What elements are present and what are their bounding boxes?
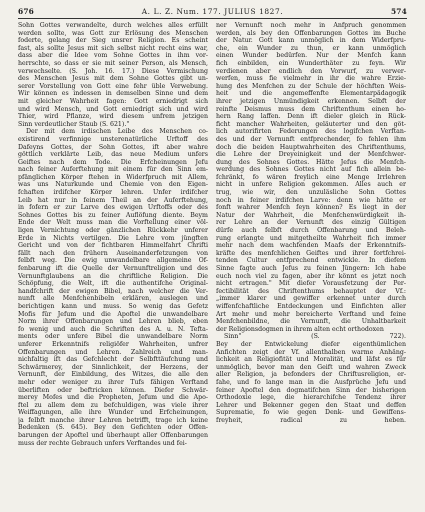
text-line: merey Mofes und die Propheten, Jefum und die Apo-	[18, 394, 208, 402]
text-line: die Lehre der Dreyeinigkeit und der Menfchwer-	[216, 151, 406, 159]
text-line: Der mit dem irdischen Leibe des Menschen co-	[26, 128, 208, 136]
text-line: und wird Mensch, und Gott erniedrigt sich und wird	[18, 105, 208, 113]
text-line: in fofern er zur Larve des ewigen Urftoffs oder des	[18, 204, 208, 212]
text-line: Vernunftglaubens an die chriftliche Religion. Die	[18, 272, 208, 280]
text-line: heit und die angemeffenfte Elementarpädagogik	[216, 90, 406, 98]
text-line: Leib hat nur in feinem Theil an der Auferftehung,	[18, 196, 208, 204]
text-line: werden, als bey den Offenbarungen Gottes im Buche	[216, 29, 406, 37]
text-line: Anfichten zeigt der Vf. allenthalben warme Anhäng-	[216, 348, 406, 356]
text-line: werden sollte, was Gott zur Erlösung des Menschen	[18, 29, 208, 37]
text-line: göttlich verklärte Leib, das neue Medium unfers	[18, 151, 208, 159]
text-line: fchränkt, fo wären freylich eine Menge Irrlehren	[216, 173, 406, 181]
text-line: Wir können es indessen in demselben Sinne und dem	[18, 90, 208, 98]
text-line: wiffenfchaftliche Entdeckungen und Einfichten aller	[216, 302, 406, 310]
text-line: Art mehr und mehr bereicherte Verftand und feine	[216, 310, 406, 318]
text-line: Orthodoxie lege, die hierarchifche Tendenz ihrer	[216, 394, 406, 402]
text-line: des und der Vernunft entfprechender, fo fehlen ihm	[216, 135, 406, 143]
text-line: verwechselte. (S. Joh. 16. 17.) Diese Vermischung	[18, 67, 208, 75]
text-line: ihrer jetzigen Unmündigkeit erkennen. Selbft der	[216, 97, 406, 105]
text-line: mehr nach dem wachfenden Maafs der Erkenntnifs-	[216, 242, 406, 250]
text-line: der Natur. Gott kann unmöglich in dem Widerfpru-	[216, 37, 406, 45]
text-line: rer Lehre an der Vernunft des einzig Gültigen	[216, 219, 406, 227]
text-line: Dafeyns Gottes, der Sohn Gottes, ift aber wahre	[18, 143, 208, 151]
text-line: Norm ihrer Offenbarungen und Lehren blieb, eben	[18, 318, 208, 326]
text-line: Thier, wird Pflanze, wird diesem unfrem jetzigen	[18, 113, 208, 121]
text-line: existirend verfinnige unsterenatürliche Urftoff des	[18, 135, 208, 143]
text-line: des Menschen Jesus mit dem Sohne Gottes gibt un-	[18, 75, 208, 83]
text-line: berichtigen kann und muss. So wenig das Gefetz	[18, 302, 208, 310]
text-line: dung des Sohnes Gottes. Hätte Jefus die Menfch-	[216, 158, 406, 166]
text-line: Geiftes nach dem Tode. Die Erfcheinungen Jefu	[18, 158, 208, 166]
text-line: rung erlangte und mitgetheilte Wahrheit fich immer	[216, 234, 406, 242]
text-columns	[18, 22, 407, 447]
text-line: fast, als sollte Jesus mit sich selbst nicht recht eins war,	[18, 44, 208, 52]
page-number-right: 574	[390, 6, 407, 16]
text-line: ligen Vernichtung oder gänzlichen Rückkehr unferer	[18, 227, 208, 235]
text-line: pfänglichen Körper ftehen in Widerfpruch mit Allem,	[18, 173, 208, 181]
text-line: doch die beiden Hauptwahrheiten des Chriftenthums,	[216, 143, 406, 151]
text-line: ments oder unfere Bibel die unwandelbare Norm	[18, 333, 208, 341]
text-line: Offenbarungen und Lehren. Zahlreich und man-	[18, 348, 208, 356]
text-line: unmöglich, bevor man den Geift und wahren Zweck	[216, 363, 406, 371]
text-line: euch noch viel zu fagen, aber ihr könnt es jetzt noch	[216, 272, 406, 280]
text-line: dass aber die Idee vom Sohne Gottes in ihm vor-	[18, 52, 208, 60]
text-line: nichfaltig ift das Gefchlecht der Selbfttäufchung und	[18, 356, 208, 364]
text-line: Weiffagungen, alle ihre Wunder und Erfcheinungen,	[18, 409, 208, 417]
text-line: freyheit, radical zu heben.	[216, 416, 406, 424]
page-number-left: 676	[18, 6, 35, 16]
text-line: reinfte Deismus muss dem Chriftenthum einen ho-	[216, 105, 406, 113]
text-line: werdung des Sohnes Gottes nicht auf fich allein be-	[216, 166, 406, 174]
text-line: was uns Naturkunde und Chemie von den Eigen-	[18, 181, 208, 189]
text-line: mehr oder weniger zu ihrer Tufs fähigen Verftand	[18, 378, 208, 386]
text-line: lich autorifirten Federungen des logifchen Verftan-	[216, 128, 406, 136]
text-line: Sohn Gottes verwandelte, durch welches alles erfüllt	[18, 22, 208, 29]
text-line: tenden Cultur entfprechend entwickle. In diefem	[216, 257, 406, 265]
text-line: barungen der Apoftel und überhaupt aller Offenbarungen	[18, 432, 208, 440]
text-line: Natur der Wahrheit, die Menfchenwürdigkeit ih-	[216, 211, 406, 219]
text-line: dürfe auch felbft durch Offenbarung und Beleh-	[216, 227, 406, 235]
text-line: hung des Menfchen zu der Schule der höchften Weis-	[216, 82, 406, 90]
text-line: „immer klarer und gewiffer erkennet unter durch	[216, 295, 406, 303]
text-line: Schöpfung, die Welt, ift die authentifche Original-	[18, 280, 208, 288]
text-line: nunft alle Menfchenbibeln erklären, auslegen und	[18, 295, 208, 303]
text-line: herrschte, so dass er sie mit seiner Person, als Mensch,	[18, 59, 208, 67]
text-line: feiner Apoftel den dogmatifchen Sinn der bisherigen	[216, 386, 406, 394]
text-line: der Religionsdogmen in ihrem alten echt orthodoxen	[216, 325, 384, 333]
text-line: Schwärmerey, der Sinnlichkeit, der Herzens, der	[18, 363, 208, 371]
text-line: Menfchenbildne, die Vernunft, die Unhaltbarkeit	[216, 318, 406, 326]
text-line: Sinn" (S. 722).	[224, 333, 406, 341]
text-line: Ende der Welt muss man die Vorftellung einer völ-	[18, 219, 208, 227]
text-line: unferer Erkenntnifs religiöfer Wahrheiten, unfrer	[18, 340, 208, 348]
text-line: ner Vernunft noch mehr in Anfpruch genommen	[216, 22, 406, 29]
text-line: ficht mancher Wahrheiten, geläuterter und den göt-	[216, 120, 406, 128]
text-line: Bedenken (S. 645). Bey den Gefichten oder Offen-	[18, 424, 208, 432]
text-line: hern Rang laffen. Denn ift dieler gleich in Rück-	[216, 113, 406, 121]
text-line: kräfte des menfchlichen Geiftes und ihrer fortfchrei-	[216, 249, 406, 257]
running-title: A. L. Z. Num. 177. JULIUS 1827.	[141, 6, 284, 16]
text-line: fectibilität des Chriftenthums behauptet der Vf.:	[216, 287, 406, 295]
text-line: Suprematie, fo wie gegen Denk- und Gewiffens-	[216, 409, 406, 417]
text-line: mit gleicher Wahrheit fagen: Gott erniedrigt sich	[18, 97, 208, 105]
text-line: che, ein Wunder zu thun, er kann unmöglich	[216, 44, 406, 52]
text-line: nicht ertragen." Mit diefer Vorausfetzung der Per-	[216, 280, 406, 288]
text-line: Sinn verdeutlicher Staub (S. 621)."	[18, 120, 130, 128]
text-line: Sohnes Gottes bis zu feiner Auflöfung diente. Beym	[18, 211, 208, 219]
text-line: Mofis für Jefum und die Apoftel die unwandelbare	[18, 310, 208, 318]
header-rule	[18, 18, 407, 19]
text-line: fchaften irdifcher Körper lehren. Unfer irdifcher	[18, 189, 208, 197]
text-line: verdienen aber endlich den Vorwurf, zu verwer-	[216, 67, 406, 75]
text-line: überliften oder beftricken können. Diefer Schwär-	[18, 386, 208, 394]
text-line: einen Wunder bedürfen. Nur der Menfch kann	[216, 52, 406, 60]
text-line: fich einbilden, ein Wunderthäter zu feyn. Wir	[216, 59, 406, 67]
text-line: werfen, muss fie vielmehr in ihr die wahre Erzie-	[216, 75, 406, 83]
text-line: Gericht und von der fichtbaren Himmelfahrt Chrifti	[18, 242, 208, 250]
text-line: noch in feiner irdifchen Larve: denn wie hätte er	[216, 196, 406, 204]
text-line: fo wenig und auch die Schriften des A. u. N. Tefta-	[18, 325, 208, 333]
text-line: fahe, und fo lange man in die Ausfprüche Jefu und	[216, 378, 406, 386]
text-line: foderte, gelang der Sieg unsrer Religion. Es scheint	[18, 37, 208, 45]
text-line: nach feiner Auferftehung mit einem für den Sinn em-	[18, 166, 208, 174]
text-line: Vernunft, der Einbildung, des Witzes, die alle den	[18, 371, 208, 379]
text-line: ja felbft manche ihrer Lehren betrifft, trage ich keine	[18, 416, 208, 424]
text-line: serer Vorstellung von Gott eine fehr üble Verwebung.	[18, 82, 208, 90]
text-line: aller Religion, ja befonders der Chriftusreligion, er-	[216, 371, 406, 379]
text-line: muss der rechte Gebrauch unfers Verftandes und fei-	[18, 439, 187, 447]
right-column	[216, 22, 406, 447]
text-line: felbft weg. Die ewig unwandelbare allgemeine Of-	[18, 257, 208, 265]
left-column	[18, 22, 208, 447]
text-line: ftel zu allem dem zu befchuldigen, was viele ihrer	[18, 401, 208, 409]
text-line: handfchrift der ewigen Bibel, nach welcher die Ver-	[18, 287, 208, 295]
text-line: trug, wie wir, den unzuläsliche Sohn Gottes	[216, 189, 406, 197]
text-line: lichkeit an Religiofität und Moralität, und läfst es für	[216, 356, 406, 364]
text-line: nicht in unfere Religion gekommen. Alles auch er	[216, 181, 406, 189]
page-header	[18, 6, 407, 16]
text-line: fonft wahrer Menfch feyn können? Es liegt in der	[216, 204, 406, 212]
text-line: Bey der Entwickelung diefer eigenthümlichen	[216, 340, 406, 348]
text-line: Erde in Nichts vertilgen. Die Lehre vom jüngften	[18, 234, 208, 242]
text-line: fenbarung ift die Quelle der Vernunftreligion und des	[18, 265, 208, 272]
text-line: Sinne fagte auch Jefus zu feinen Jüngern: Ich habe	[216, 265, 406, 272]
text-line: Lehrer und Bekenner gegen den Staat und deffen	[216, 401, 406, 409]
text-line: fällt nach den frühern Auseinanderfetzungen von	[18, 249, 208, 257]
